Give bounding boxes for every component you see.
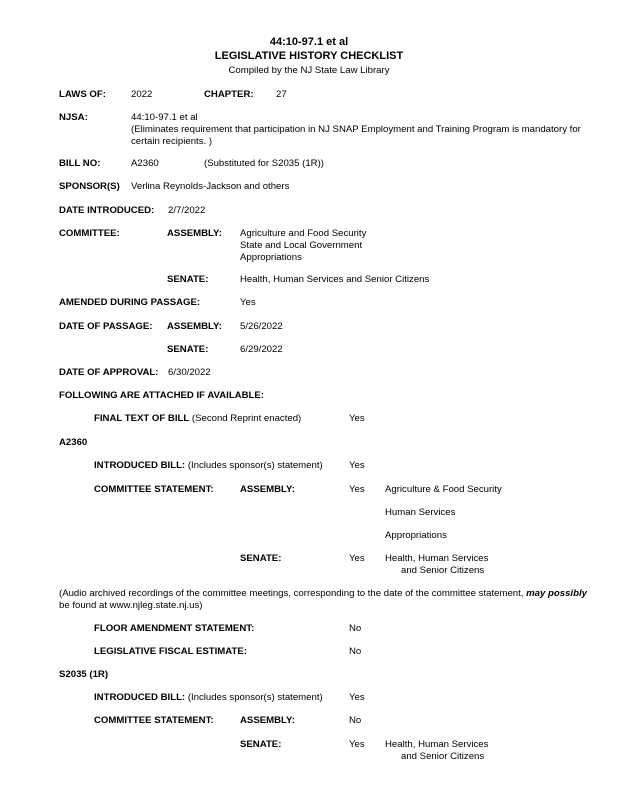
a2360-assembly-committee: Agriculture & Food Security: [385, 484, 502, 495]
passage-label: DATE OF PASSAGE:: [59, 321, 153, 332]
a2360-committee-statement-label: COMMITTEE STATEMENT:: [94, 484, 214, 495]
s2035-introduced-value: Yes: [349, 692, 365, 703]
audio-note-line1: [59, 588, 587, 600]
njsa-value: 44:10-97.1 et al: [131, 112, 198, 123]
audio-note-text: (Audio archived recordings of the committee meetings, corresponding to the date of the committee statement,: [59, 588, 524, 599]
sponsor-value: Verlina Reynolds-Jackson and others: [131, 181, 290, 192]
approval-value: 6/30/2022: [168, 367, 211, 378]
page-subtitle: Compiled by the NJ State Law Library: [228, 65, 390, 76]
committee-senate-label: SENATE:: [167, 274, 209, 285]
committee-assembly-item: Appropriations: [240, 252, 302, 263]
a2360-heading: A2360: [59, 437, 88, 448]
committee-assembly-item: State and Local Government: [240, 240, 363, 251]
njsa-description: (Eliminates requirement that participation in NJ SNAP Employment and Training Program is mandatory for certain recipients. ): [131, 124, 581, 147]
page-title: LEGISLATIVE HISTORY CHECKLIST: [214, 50, 404, 62]
s2035-introduced-row: [94, 692, 323, 704]
attached-heading: FOLLOWING ARE ATTACHED IF AVAILABLE:: [59, 390, 264, 401]
a2360-senate-value: Yes: [349, 553, 365, 564]
date-introduced-label: DATE INTRODUCED:: [59, 205, 155, 216]
s2035-heading: S2035 (1R): [59, 669, 109, 680]
s2035-assembly-label: ASSEMBLY:: [240, 715, 295, 726]
final-text-value: Yes: [349, 413, 365, 424]
bill-no-note: (Substituted for S2035 (1R)): [204, 158, 324, 169]
audio-note-line2: be found at www.njleg.state.nj.us): [59, 600, 203, 611]
fiscal-estimate-value: No: [349, 646, 362, 657]
a2360-senate-committee: Health, Human Services: [385, 553, 489, 564]
laws-of-label: LAWS OF:: [59, 89, 106, 100]
final-text-row: [94, 413, 301, 425]
passage-assembly-label: ASSEMBLY:: [167, 321, 222, 332]
a2360-assembly-committee: Appropriations: [385, 530, 447, 541]
njsa-label: NJSA:: [59, 112, 88, 123]
sponsor-label: SPONSOR(S): [59, 181, 120, 192]
bill-no-value: A2360: [131, 158, 159, 169]
a2360-senate-label: SENATE:: [240, 553, 282, 564]
a2360-assembly-committee: Human Services: [385, 507, 456, 518]
final-text-note: (Second Reprint enacted): [191, 413, 302, 424]
a2360-introduced-label: INTRODUCED BILL:: [94, 460, 186, 471]
a2360-introduced-row: [94, 460, 323, 472]
amended-label: AMENDED DURING PASSAGE:: [59, 297, 201, 308]
a2360-introduced-note: (Includes sponsor(s) statement): [187, 460, 323, 471]
a2360-senate-committee: and Senior Citizens: [401, 565, 485, 576]
date-introduced-value: 2/7/2022: [168, 205, 206, 216]
a2360-assembly-label: ASSEMBLY:: [240, 484, 295, 495]
passage-assembly-value: 5/26/2022: [240, 321, 283, 332]
amended-value: Yes: [240, 297, 256, 308]
fiscal-estimate-label: LEGISLATIVE FISCAL ESTIMATE:: [94, 646, 247, 657]
passage-senate-label: SENATE:: [167, 344, 209, 355]
s2035-senate-label: SENATE:: [240, 739, 282, 750]
committee-label: COMMITTEE:: [59, 228, 120, 239]
committee-assembly-item: Agriculture and Food Security: [240, 228, 367, 239]
bill-no-label: BILL NO:: [59, 158, 101, 169]
s2035-committee-statement-label: COMMITTEE STATEMENT:: [94, 715, 214, 726]
chapter-label: CHAPTER:: [204, 89, 254, 100]
s2035-introduced-label: INTRODUCED BILL:: [94, 692, 186, 703]
approval-label: DATE OF APPROVAL:: [59, 367, 159, 378]
laws-of-value: 2022: [131, 89, 153, 100]
floor-amendment-label: FLOOR AMENDMENT STATEMENT:: [94, 623, 255, 634]
s2035-senate-value: Yes: [349, 739, 365, 750]
audio-note-emphasis: may possibly: [526, 588, 587, 599]
s2035-senate-committee: Health, Human Services: [385, 739, 489, 750]
chapter-value: 27: [276, 89, 287, 100]
s2035-introduced-note: (Includes sponsor(s) statement): [187, 692, 323, 703]
passage-senate-value: 6/29/2022: [240, 344, 283, 355]
floor-amendment-value: No: [349, 623, 362, 634]
s2035-assembly-value: No: [349, 715, 362, 726]
committee-assembly-label: ASSEMBLY:: [167, 228, 222, 239]
citation-heading: 44:10-97.1 et al: [269, 36, 349, 48]
committee-senate-value: Health, Human Services and Senior Citizens: [240, 274, 430, 285]
a2360-assembly-value: Yes: [349, 484, 365, 495]
s2035-senate-committee: and Senior Citizens: [401, 751, 485, 762]
final-text-label: FINAL TEXT OF BILL: [94, 413, 190, 424]
a2360-introduced-value: Yes: [349, 460, 365, 471]
